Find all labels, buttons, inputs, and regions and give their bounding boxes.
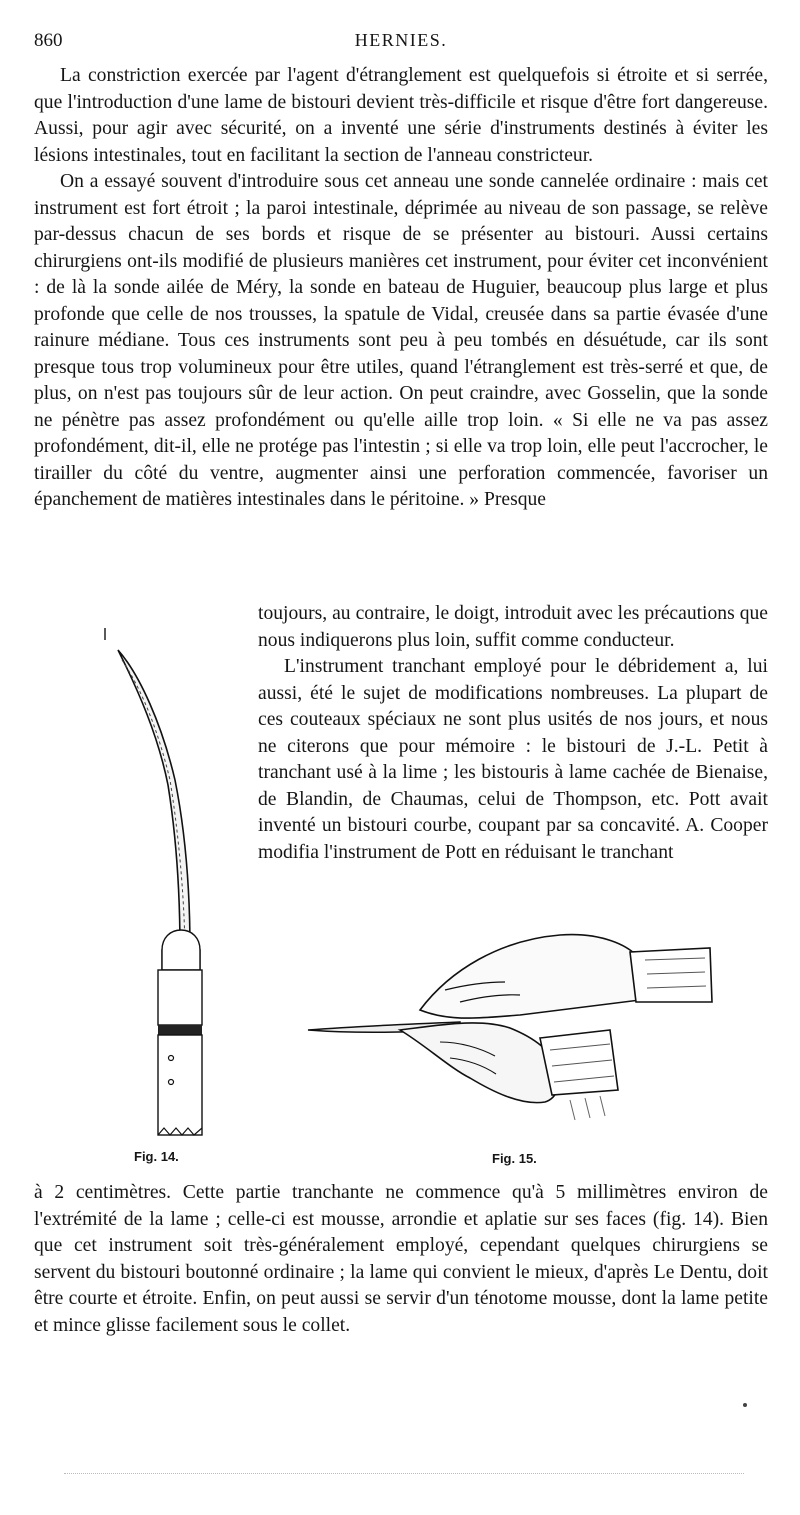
figure-caption: Fig. 14. [134, 1149, 179, 1164]
print-speck [743, 1403, 747, 1407]
curved-bistoury-illustration [100, 620, 210, 1145]
body-text-top [34, 63, 768, 514]
page-number: 860 [34, 30, 63, 51]
paragraph: toujours, au contraire, le doigt, introduit avec les précautions que nous indiquerons plus loin, suffit comme conducteur. [258, 603, 768, 651]
page-header [34, 30, 768, 60]
paragraph: L'instrument tranchant employé pour le débridement a, lui aussi, été le sujet de modifications nombreuses. La plupart de ces couteaux spéciaux ne sont plus usités de nos jours, et nous ne citerons que pour mémoire : le bistouri de J.-L. Petit à tranchant usé à la lime ; les bistouris à lame cachée de Bienaise, de Blandin, de Chaumas, celui de Thompson, etc. Pott avait inventé un bistouri courbe, coupant par sa concavité. A. Cooper modifia l'instrument de Pott en réduisant le tranchant [258, 656, 768, 863]
paragraph: La constriction exercée par l'agent d'étranglement est quelquefois si étroite et si serrée, que l'introduction d'une lame de bistouri devient très-difficile et risque d'être fort dangereuse. Aussi, pour agir avec sécurité, on a inventé une série d'instruments destinés à éviter les lésions intestinales, tout en facilitant la section de l'anneau constricteur. [34, 65, 768, 166]
running-title: HERNIES. [354, 30, 448, 50]
body-text-bottom [34, 1180, 768, 1339]
body-text-beside-figure [258, 601, 768, 866]
paragraph: à 2 centimètres. Cette partie tranchante ne commence qu'à 5 millimètres environ de l'extrémité de la lame ; celle-ci est mousse, arrondie et aplatie sur ses faces (fig. 14). Bien que cet instrument soit très-généralement employé, cependant quelques chirurgiens se servent du bistouri boutonné ordinaire ; la lame qui convient le mieux, d'après Le Dentu, doit être courte et étroite. Enfin, on peut aussi se servir d'un ténotome mousse, dont la lame petite et mince glisse facilement sous le collet. [34, 1182, 768, 1336]
bottom-rule [64, 1473, 744, 1474]
figure-caption: Fig. 15. [492, 1151, 537, 1166]
hands-holding-bistoury-illustration [300, 930, 770, 1135]
paragraph: On a essayé souvent d'introduire sous cet anneau une sonde cannelée ordinaire : mais cet instrument est fort étroit ; la paroi intestinale, déprimée au niveau de son passage, se relève par-dessus chacun de ses bords et risque de se présenter au bistouri. Aussi certains chirurgiens ont-ils modifié de plusieurs manières cet instrument, pour éviter cet inconvénient : de là la sonde ailée de Méry, la sonde en bateau de Huguier, beaucoup plus large et plus profonde que celle de nos trousses, la spatule de Vidal, creusée dans sa partie évasée d'une rainure médiane. Tous ces instruments sont peu à peu tombés en désuétude, car ils sont presque tous trop volumineux pour être utiles, quand l'étranglement est très-serré et que, de plus, on n'est pas toujours sûr de leur action. On peut craindre, avec Gosselin, que la sonde ne pénètre pas assez profondément ou qu'elle aille trop loin. « Si elle ne va pas assez profondément, dit-il, elle ne protége pas l'intestin ; si elle va trop loin, elle peut l'accrocher, le tirailler du côté du ventre, augmenter ainsi une perforation commencée, favoriser un épanchement de matières intestinales dans le péritoine. » Presque [34, 171, 768, 510]
